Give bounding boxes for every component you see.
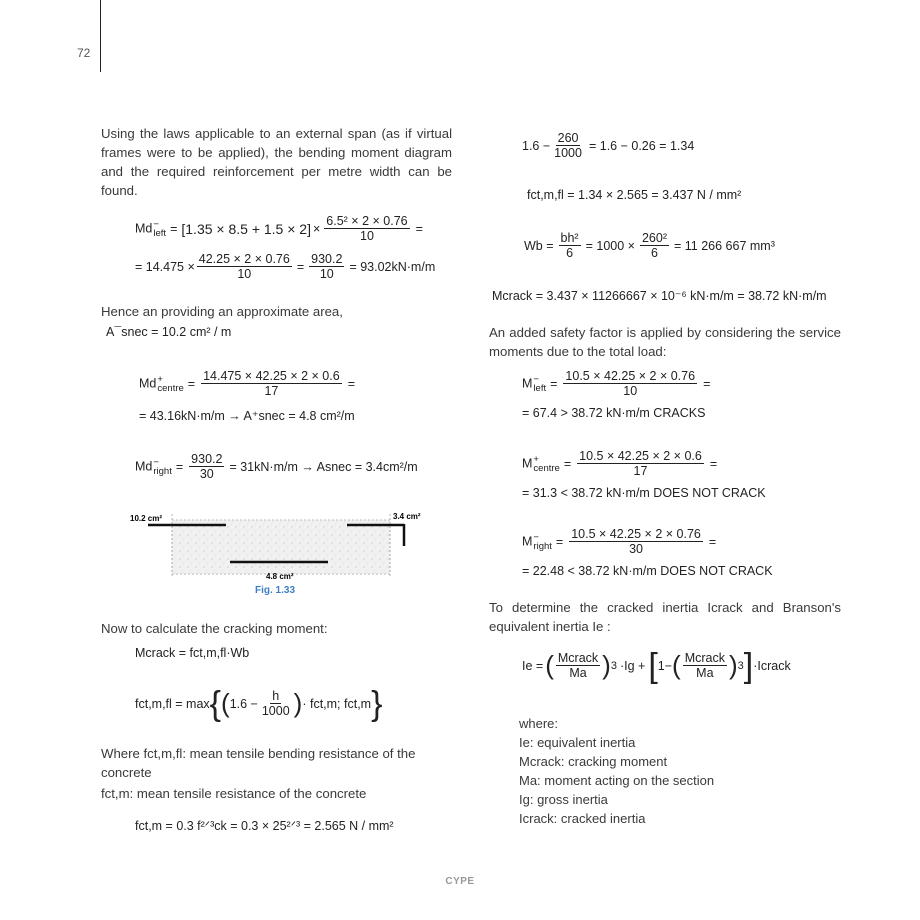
eq-md-centre-1: Md + centre = $\frac{14.475 \times 42.25 \times 2 \times 0.6}{17}$ = bbox=[139, 369, 355, 398]
left-brace: { bbox=[209, 684, 222, 723]
branson-paragraph: To determine the cracked inertia Icrack and Branson's equivalent inertia Ie : bbox=[489, 600, 841, 634]
m-centre-fraction: $\frac{10.5 \times 42.25 \times 2 \times 0.6}{17}$ bbox=[579, 449, 702, 478]
bracket-close: ] bbox=[743, 646, 754, 685]
fctmfl-lhs: fct,m,fl = max bbox=[135, 696, 210, 711]
m-right-symbol: M − right bbox=[522, 531, 552, 552]
exponent-2: 3 bbox=[737, 659, 744, 672]
h-over-1000: $\frac{h}{1000}$ bbox=[261, 689, 290, 718]
mcrack-over-ma-1: $\frac{\text{Mcrack}}{Ma}$ bbox=[557, 651, 599, 680]
ie-lhs: Ie = bbox=[522, 658, 544, 673]
paren-open-1: ( bbox=[545, 650, 554, 680]
ie-tail: ·Icrack bbox=[753, 658, 791, 673]
fraction-1: $\frac{42.25 \times 2 \times 0.76}{10}$ bbox=[198, 252, 290, 281]
eq-fctm: fct,m = 0.3 f²ᐟ³ck = 0.3 × 25²ᐟ³ = 2.565 N / mm² bbox=[135, 819, 394, 833]
definition-item: Ig: gross inertia bbox=[519, 792, 608, 807]
eq-1-6 bbox=[522, 131, 694, 160]
paren-close-2: ) bbox=[729, 650, 738, 680]
eq-md-left-2 bbox=[135, 252, 435, 281]
footer-brand: CYPE bbox=[445, 876, 475, 887]
paren-close-1: ) bbox=[602, 650, 611, 680]
m-centre-symbol: M + centre bbox=[522, 453, 560, 474]
eq-ie bbox=[522, 646, 791, 685]
inner-post: · fct,m; fct,m bbox=[302, 696, 372, 711]
safety-paragraph: An added safety factor is applied by considering the service moments due to the total load: bbox=[489, 325, 841, 359]
eq-post: = 1.6 − 0.26 = 1.34 bbox=[588, 138, 695, 153]
fraction-260-1000: $\frac{260}{1000}$ bbox=[554, 131, 582, 160]
one-minus: 1− bbox=[657, 658, 673, 673]
eq-m-right: M − right = $\frac{10.5 \times 42.25 \times 2 \times 0.76}{30}$ = bbox=[522, 527, 717, 556]
eq-fctmfl-value: fct,m,fl = 1.34 × 2.565 = 3.437 N / mm² bbox=[527, 188, 742, 202]
md-right-fraction: $\frac{930.2}{30}$ bbox=[191, 452, 223, 481]
md-right-symbol: Md − right bbox=[135, 456, 172, 477]
eq-tail: = bbox=[415, 221, 423, 236]
md-centre-symbol: Md + centre bbox=[139, 373, 184, 394]
eq-mcrack: Mcrack = fct,m,fl·Wb bbox=[135, 646, 250, 660]
definition-item: Ie: equivalent inertia bbox=[519, 735, 636, 750]
eq-pre: = 14.475 × bbox=[135, 259, 195, 274]
m-left-symbol: M − left bbox=[522, 373, 547, 394]
result-right: = 22.48 < 38.72 kN·m/m DOES NOT CRACK bbox=[522, 564, 773, 578]
eq-post: = 31kN·m/m → Asnec = 3.4cm²/m bbox=[229, 459, 418, 474]
concrete-section bbox=[172, 520, 390, 574]
eq-pre: 1.6 − bbox=[522, 138, 551, 153]
eq-as-negative: A¯snec = 10.2 cm² / m bbox=[106, 325, 232, 339]
exponent-1: 3 bbox=[610, 659, 617, 672]
eq-tail: = bbox=[708, 534, 717, 549]
md-left-bracket: [1.35 × 8.5 + 1.5 × 2] bbox=[181, 220, 311, 237]
definition-item: Icrack: cracked inertia bbox=[519, 811, 646, 826]
md-centre-fraction: $\frac{14.475 \times 42.25 \times 2 \times 0.6}{17}$ bbox=[203, 369, 340, 398]
m-right-fraction: $\frac{10.5 \times 42.25 \times 2 \times 0.76}{30}$ bbox=[571, 527, 701, 556]
inner-pre: 1.6 − bbox=[229, 696, 258, 711]
eq-md-left-1: Md − left = [1.35 × 8.5 + 1.5 × 2] × $\frac{\text{6.5² × 2 × 0.76}}{10}$ = bbox=[135, 214, 423, 243]
eq-post: = 11 266 667 mm³ bbox=[674, 238, 775, 253]
bh2-over-6: $\frac{\text{bh²}}{6}$ bbox=[560, 231, 579, 260]
hence-text: Hence an providing an approximate area, bbox=[101, 304, 343, 319]
eq-mid: = 1000 × bbox=[585, 238, 635, 253]
fraction-2: $\frac{930.2}{10}$ bbox=[311, 252, 343, 281]
label-3-4: 3.4 cm² bbox=[393, 512, 421, 521]
paren-open-2: ( bbox=[672, 650, 681, 680]
page-number: 72 bbox=[77, 46, 91, 60]
eq-m-centre: M + centre = $\frac{10.5 \times 42.25 \times 2 \times 0.6}{17}$ = bbox=[522, 449, 718, 478]
eq-tail: = bbox=[347, 376, 355, 391]
result-centre: = 31.3 < 38.72 kN·m/m DOES NOT CRACK bbox=[522, 486, 766, 500]
label-10-2: 10.2 cm² bbox=[130, 514, 163, 523]
fctm-definition: fct,m: mean tensile resistance of the concrete bbox=[101, 786, 367, 801]
result-left-cracks: = 67.4 > 38.72 kN·m/m CRACKS bbox=[522, 406, 706, 420]
mcrack-over-ma-2: $\frac{\text{Mcrack}}{Ma}$ bbox=[684, 651, 725, 680]
eq-md-centre-2: = 43.16kN·m/m → A⁺snec = 4.8 cm²/m bbox=[139, 409, 355, 423]
where-label: where: bbox=[519, 716, 559, 731]
eq-m-left: M − left = $\frac{10.5 \times 42.25 \times 2 \times 0.76}{10}$ = bbox=[522, 369, 711, 398]
where-fctmfl: Where fct,m,fl: mean tensile bending resistance of the concrete bbox=[101, 746, 416, 780]
260sq-over-6: $\frac{\text{260²}}{6}$ bbox=[641, 231, 667, 260]
md-left-symbol: Md − left bbox=[135, 218, 167, 239]
m-left-fraction: $\frac{10.5 \times 42.25 \times 2 \times 0.76}{10}$ bbox=[565, 369, 696, 398]
eq-mid: = bbox=[296, 259, 305, 274]
bracket-open: [ bbox=[648, 646, 658, 685]
eq-wb bbox=[524, 231, 775, 260]
figure-caption: Fig. 1.33 bbox=[255, 585, 296, 596]
intro-paragraph: Using the laws applicable to an external span (as if virtual frames were to be applied), the bending moment diagram and the required reinforcement per metre width can be found. bbox=[101, 126, 452, 198]
eq-md-right: Md − right = $\frac{930.2}{30}$ = 31kN·m/m → Asnec = 3.4cm²/m bbox=[135, 452, 418, 481]
eq-tail: = bbox=[703, 376, 711, 391]
eq-post: = 93.02kN·m/m bbox=[349, 259, 436, 274]
eq-tail: = bbox=[709, 456, 718, 471]
eq-mcrack-value: Mcrack = 3.437 × 11266667 × 10⁻⁶ kN·m/m = 38.72 kN·m/m bbox=[492, 289, 827, 303]
reinforcement-figure bbox=[130, 508, 430, 588]
left-paren: ( bbox=[221, 688, 230, 718]
times-sign: × bbox=[312, 221, 321, 236]
label-4-8: 4.8 cm² bbox=[266, 572, 294, 581]
definitions-list bbox=[519, 733, 849, 828]
definition-item: Mcrack: cracking moment bbox=[519, 754, 668, 769]
cracking-intro: Now to calculate the cracking moment: bbox=[101, 621, 328, 636]
definition-item: Ma: moment acting on the section bbox=[519, 773, 715, 788]
right-brace: } bbox=[371, 684, 383, 723]
md-left-fraction: $\frac{\text{6.5² × 2 × 0.76}}{10}$ bbox=[326, 214, 408, 243]
eq-fctmfl bbox=[135, 684, 383, 723]
ie-mid: ·Ig + bbox=[619, 658, 646, 673]
wb-lhs: Wb = bbox=[524, 238, 554, 253]
right-paren: ) bbox=[293, 688, 303, 718]
margin-rule bbox=[100, 0, 101, 72]
